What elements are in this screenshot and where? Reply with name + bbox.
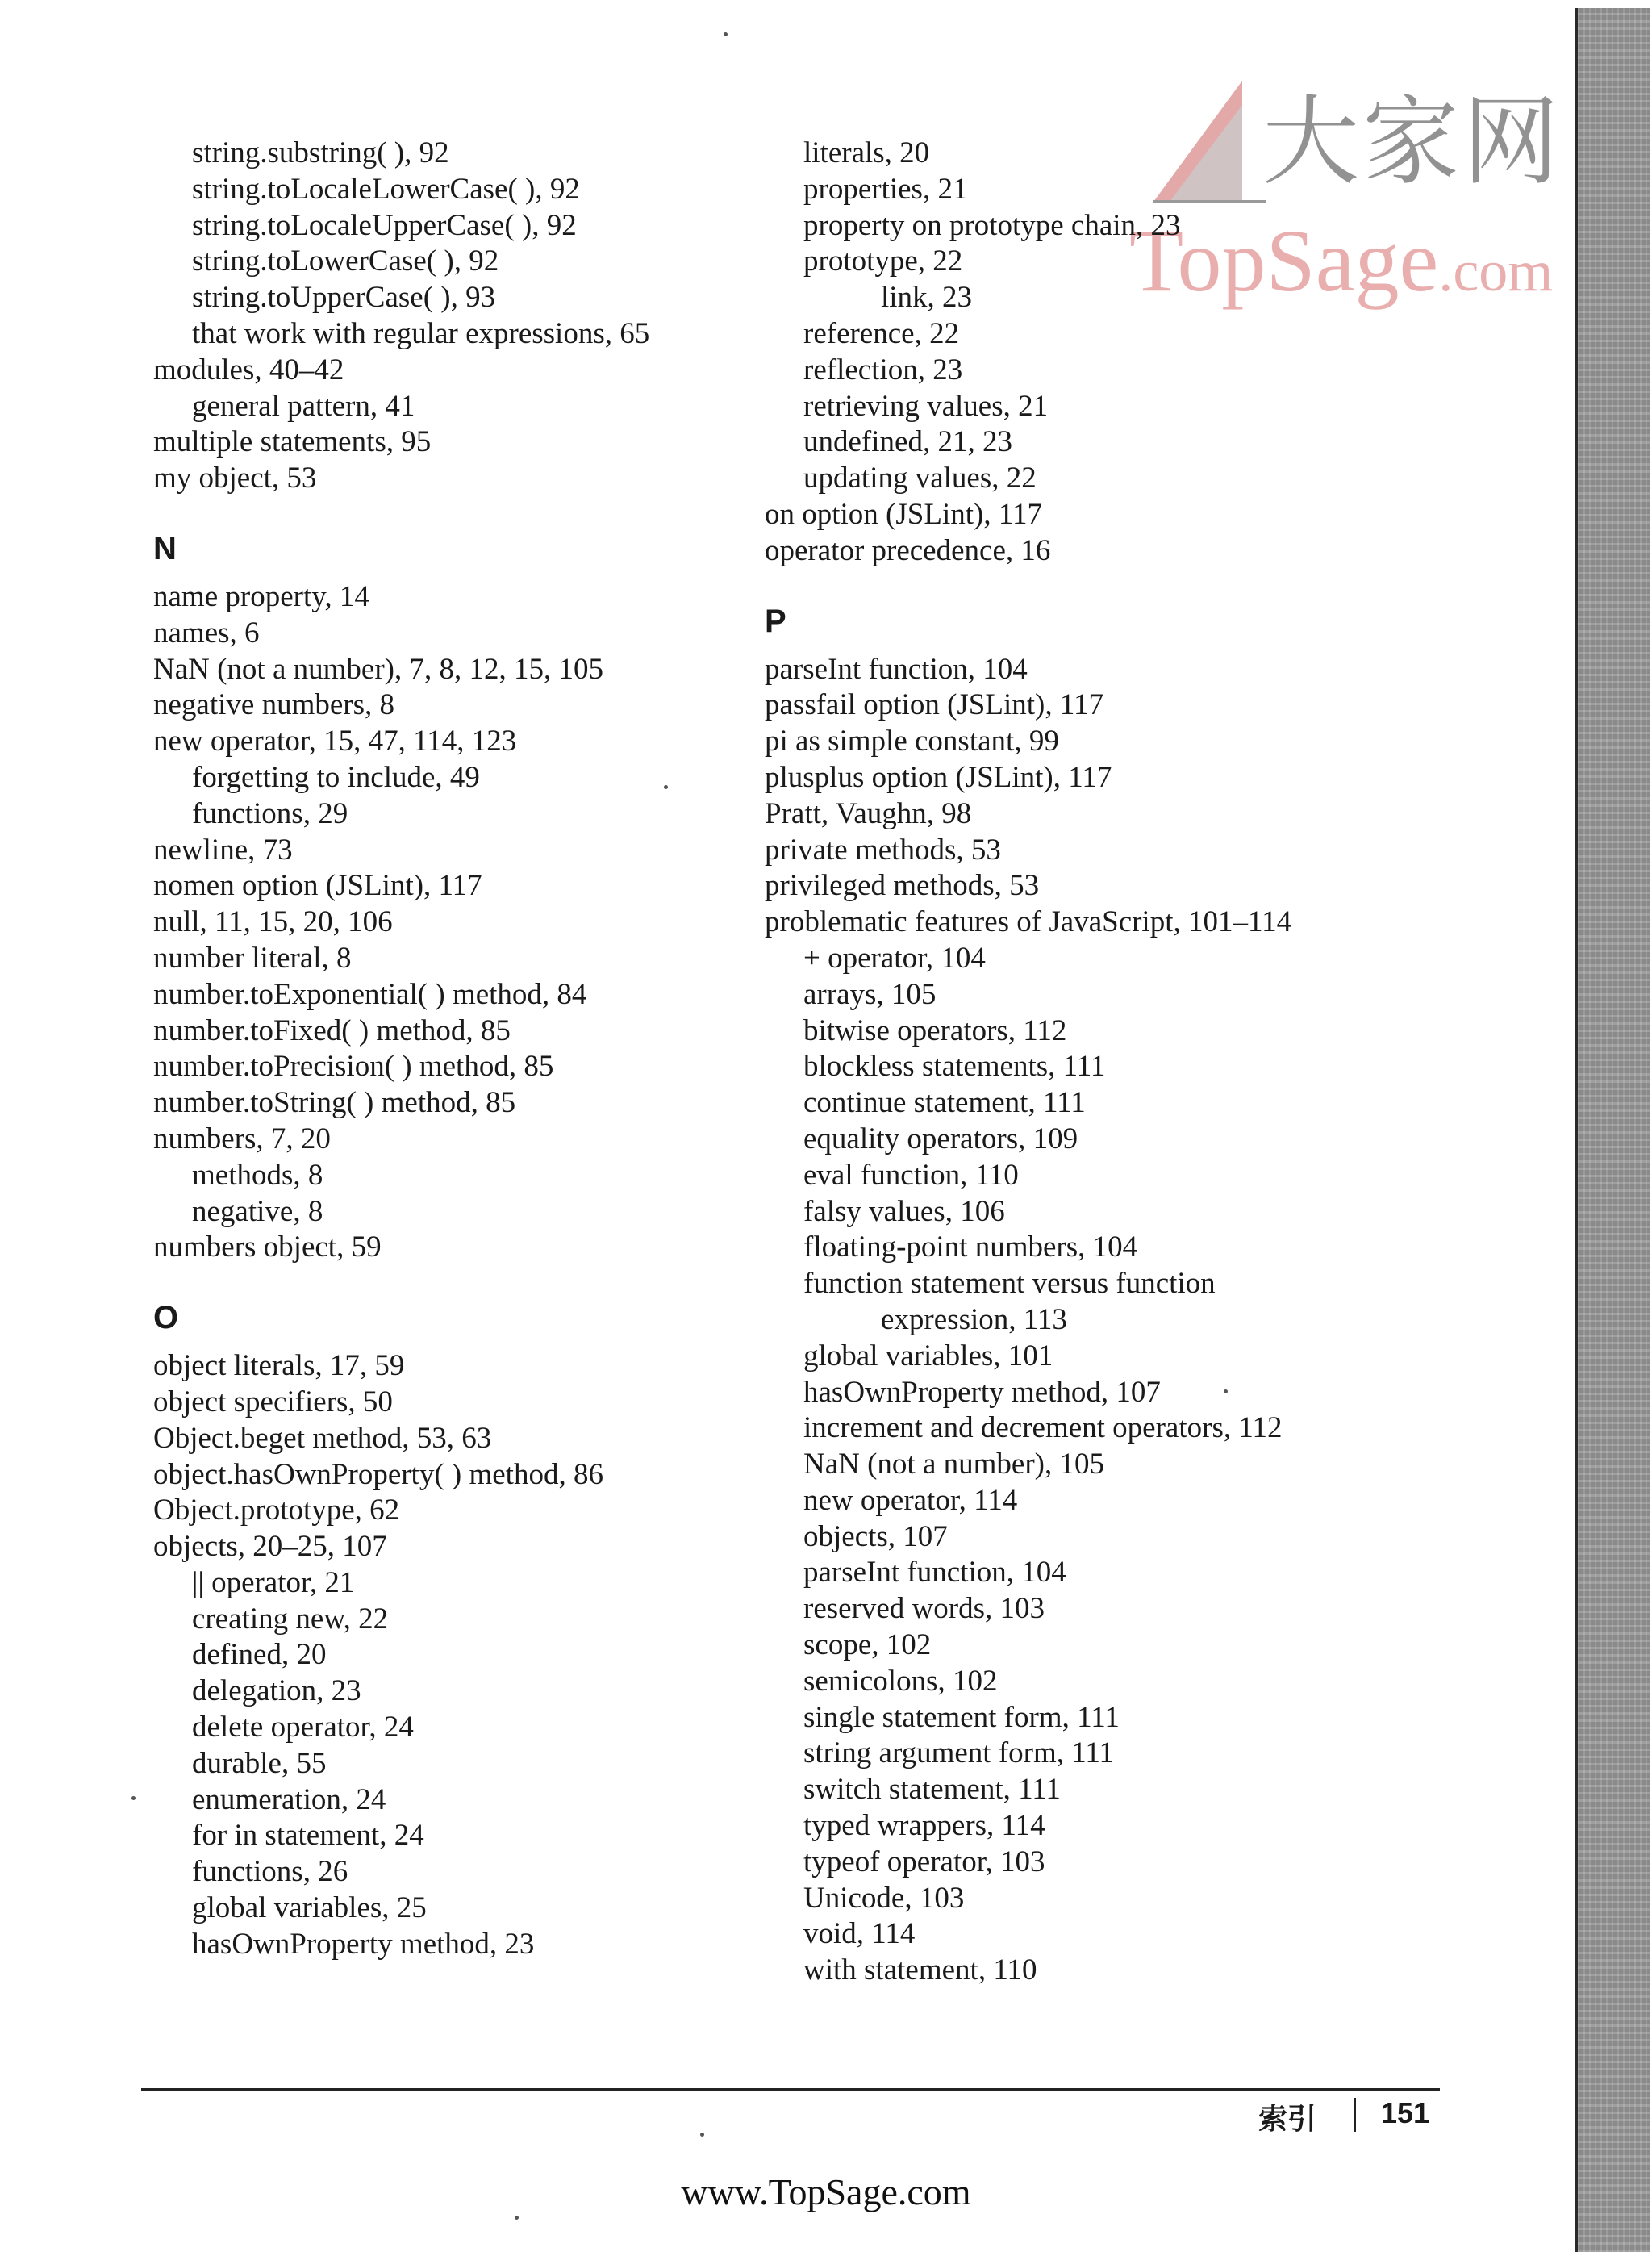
index-letter-heading: N [153, 530, 177, 566]
index-subentry: string.toLowerCase( ), 92 [192, 244, 499, 278]
index-subentry: arrays, 105 [803, 977, 937, 1011]
index-subentry: new operator, 114 [803, 1483, 1018, 1517]
index-subentry: with statement, 110 [803, 1953, 1037, 1987]
index-subentry: reserved words, 103 [803, 1592, 1045, 1626]
index-entry: Object.beget method, 53, 63 [153, 1421, 492, 1455]
watermark-domain: .com [1438, 239, 1554, 303]
index-entry: parseInt function, 104 [765, 652, 1028, 686]
index-entry: objects, 20–25, 107 [153, 1530, 387, 1564]
index-subentry: floating-point numbers, 104 [803, 1230, 1138, 1264]
index-subentry: property on prototype chain, 23 [803, 208, 1181, 242]
scan-speck [724, 32, 728, 36]
index-entry: object literals, 17, 59 [153, 1349, 405, 1383]
scan-speck [664, 785, 668, 789]
index-entry: number.toPrecision( ) method, 85 [153, 1050, 554, 1084]
index-subentry: defined, 20 [192, 1638, 327, 1672]
watermark-brand: TopSage [1129, 211, 1439, 310]
index-subentry: parseInt function, 104 [803, 1556, 1066, 1590]
index-subentry: typeof operator, 103 [803, 1845, 1045, 1878]
index-subentry: blockless statements, 111 [803, 1050, 1106, 1084]
index-entry: object specifiers, 50 [153, 1385, 393, 1418]
index-entry: Pratt, Vaughn, 98 [765, 796, 972, 830]
index-subentry: retrieving values, 21 [803, 389, 1049, 423]
index-entry: nomen option (JSLint), 117 [153, 869, 482, 903]
index-subentry: link, 23 [881, 281, 973, 315]
index-entry: negative numbers, 8 [153, 688, 394, 722]
index-subentry: string.substring( ), 92 [192, 136, 449, 169]
index-subentry: undefined, 21, 23 [803, 425, 1012, 459]
scan-speck [700, 2133, 704, 2137]
scan-speck [515, 2216, 519, 2220]
index-entry: operator precedence, 16 [765, 533, 1051, 567]
index-entry: names, 6 [153, 616, 260, 650]
index-entry: number.toFixed( ) method, 85 [153, 1013, 511, 1047]
index-subentry: bitwise operators, 112 [803, 1013, 1067, 1047]
index-subentry: string.toLocaleLowerCase( ), 92 [192, 172, 580, 206]
index-subentry: increment and decrement operators, 112 [803, 1411, 1283, 1445]
index-entry: name property, 14 [153, 579, 369, 613]
watermark-chinese-text: 大家网 [1262, 86, 1562, 198]
index-entry: private methods, 53 [765, 833, 1001, 867]
index-subentry: prototype, 22 [803, 244, 963, 278]
index-subentry: reflection, 23 [803, 353, 963, 386]
index-subentry: updating values, 22 [803, 462, 1037, 495]
index-subentry: creating new, 22 [192, 1602, 389, 1636]
index-entry: NaN (not a number), 7, 8, 12, 15, 105 [153, 652, 603, 686]
index-entry: numbers object, 59 [153, 1230, 382, 1264]
footer-separator [1354, 2098, 1356, 2132]
index-subentry: eval function, 110 [803, 1158, 1019, 1192]
index-letter-heading: O [153, 1300, 179, 1336]
index-entry: number.toString( ) method, 85 [153, 1086, 516, 1120]
index-subentry: scope, 102 [803, 1628, 932, 1662]
index-subentry: function statement versus function [803, 1267, 1216, 1301]
scan-speck [1224, 1389, 1228, 1393]
index-entry: Object.prototype, 62 [153, 1494, 400, 1527]
index-subentry: expression, 113 [881, 1302, 1067, 1336]
index-subentry: hasOwnProperty method, 107 [803, 1375, 1161, 1409]
footer-rule [141, 2088, 1440, 2091]
index-subentry: for in statement, 24 [192, 1819, 424, 1853]
index-subentry: NaN (not a number), 105 [803, 1448, 1104, 1481]
index-entry: modules, 40–42 [153, 353, 344, 386]
index-column-left [153, 136, 766, 1963]
index-subentry: equality operators, 109 [803, 1122, 1078, 1155]
index-subentry: + operator, 104 [803, 941, 986, 975]
index-entry: null, 11, 15, 20, 106 [153, 905, 393, 939]
index-entry: pi as simple constant, 99 [765, 725, 1059, 758]
index-subentry: methods, 8 [192, 1158, 323, 1192]
footer-section-label: 索引 [1258, 2103, 1317, 2136]
index-subentry: continue statement, 111 [803, 1086, 1086, 1120]
index-subentry: semicolons, 102 [803, 1664, 998, 1698]
index-entry: problematic features of JavaScript, 101–114 [765, 905, 1292, 939]
index-subentry: that work with regular expressions, 65 [192, 316, 650, 350]
index-entry: numbers, 7, 20 [153, 1122, 331, 1155]
index-subentry: single statement form, 111 [803, 1700, 1120, 1734]
index-subentry: general pattern, 41 [192, 389, 415, 423]
index-subentry: Unicode, 103 [803, 1881, 965, 1915]
index-subentry: forgetting to include, 49 [192, 760, 480, 794]
index-subentry: functions, 29 [192, 796, 348, 830]
index-letter-heading: P [765, 603, 786, 639]
index-subentry: delete operator, 24 [192, 1711, 414, 1744]
index-entry: passfail option (JSLint), 117 [765, 688, 1103, 722]
index-subentry: void, 114 [803, 1917, 916, 1951]
index-subentry: objects, 107 [803, 1519, 948, 1553]
index-subentry: global variables, 25 [192, 1891, 427, 1925]
index-subentry: string argument form, 111 [803, 1736, 1115, 1770]
index-entry: on option (JSLint), 117 [765, 497, 1042, 531]
page-number: 151 [1381, 2096, 1430, 2129]
index-subentry: string.toUpperCase( ), 93 [192, 281, 496, 315]
index-subentry: falsy values, 106 [803, 1194, 1005, 1228]
website-footer: www.TopSage.com [681, 2171, 971, 2212]
index-subentry: negative, 8 [192, 1194, 323, 1228]
index-entry: plusplus option (JSLint), 117 [765, 760, 1112, 794]
scan-edge-strip [1575, 8, 1650, 2252]
index-subentry: delegation, 23 [192, 1674, 361, 1708]
index-subentry: properties, 21 [803, 172, 968, 206]
index-entry: privileged methods, 53 [765, 869, 1040, 903]
index-column-right [765, 136, 1507, 1989]
index-entry: multiple statements, 95 [153, 425, 432, 459]
index-subentry: string.toLocaleUpperCase( ), 92 [192, 208, 577, 242]
index-entry: number.toExponential( ) method, 84 [153, 977, 587, 1011]
index-subentry: || operator, 21 [192, 1565, 355, 1599]
index-subentry: functions, 26 [192, 1855, 348, 1889]
index-entry: new operator, 15, 47, 114, 123 [153, 725, 517, 758]
index-subentry: literals, 20 [803, 136, 930, 169]
index-subentry: durable, 55 [192, 1746, 327, 1780]
index-subentry: switch statement, 111 [803, 1773, 1061, 1807]
index-subentry: enumeration, 24 [192, 1782, 386, 1816]
index-subentry: hasOwnProperty method, 23 [192, 1927, 535, 1961]
index-entry: number literal, 8 [153, 941, 352, 975]
index-entry: object.hasOwnProperty( ) method, 86 [153, 1457, 603, 1491]
scan-speck [131, 1796, 136, 1800]
index-entry: newline, 73 [153, 833, 293, 867]
index-subentry: typed wrappers, 114 [803, 1809, 1045, 1843]
index-subentry: global variables, 101 [803, 1339, 1053, 1373]
index-subentry: reference, 22 [803, 316, 960, 350]
index-entry: my object, 53 [153, 462, 317, 495]
